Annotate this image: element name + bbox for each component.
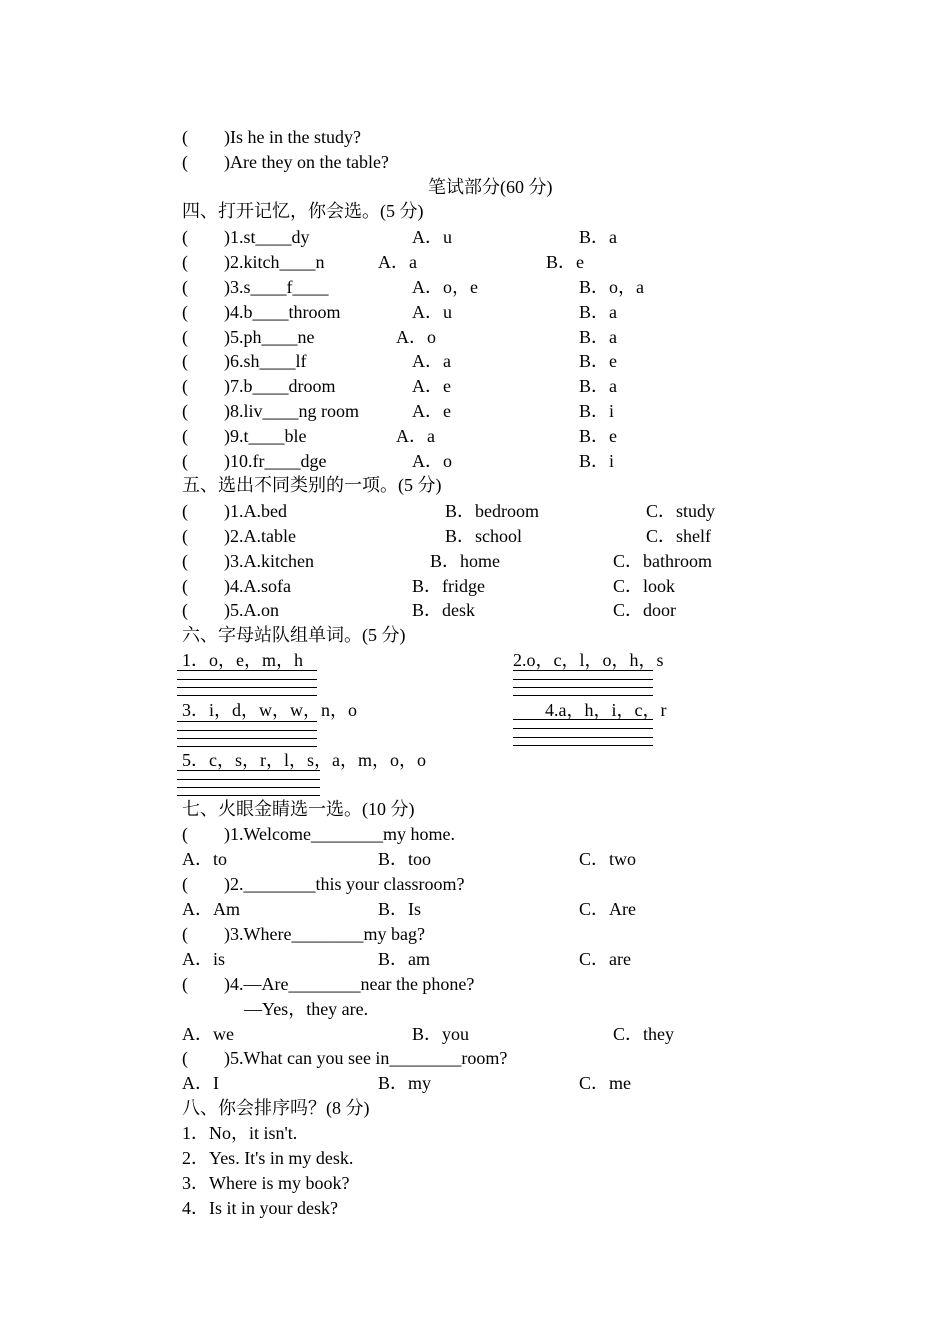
s7-q2-option-c: C．Are <box>579 899 636 919</box>
answer-line <box>177 695 317 696</box>
s4-option-b: B．i <box>579 451 615 471</box>
answer-line <box>177 795 320 796</box>
answer-line <box>177 779 320 780</box>
s7-question-3: ( )3.Where________my bag? <box>182 924 425 944</box>
s5-option-b: B．school <box>445 526 523 546</box>
s7-q5-option-c: C．me <box>579 1073 631 1093</box>
s7-q3-option-c: C．are <box>579 949 631 969</box>
answer-line <box>177 738 317 739</box>
answer-line <box>513 728 653 729</box>
s7-q5-option-b: B．my <box>378 1073 432 1093</box>
answer-line <box>177 679 317 680</box>
s4-option-a: A．o，e <box>412 277 478 297</box>
answer-line <box>177 787 320 788</box>
s4-question: ( )4.b____throom <box>182 302 341 322</box>
answer-line <box>513 679 653 680</box>
s4-question: ( )10.fr____dge <box>182 451 327 471</box>
s4-question: ( )6.sh____lf <box>182 351 307 371</box>
answer-line <box>177 730 317 731</box>
question-is-he-in-study: ( )Is he in the study? <box>182 127 361 147</box>
section-5-heading: 五、选出不同类别的一项。(5 分) <box>182 475 442 495</box>
s5-option-c: C．bathroom <box>613 551 712 571</box>
s7-q3-option-a: A．is <box>182 949 226 969</box>
s4-option-a: A．u <box>412 302 452 322</box>
s8-sentence-1: 1．No，it isn't. <box>182 1123 298 1143</box>
s5-option-c: C．door <box>613 600 676 620</box>
answer-line <box>177 746 317 747</box>
s6-letters-2: 2.o，c，l，o，h，s <box>513 650 664 670</box>
s4-question: ( )3.s____f____ <box>182 277 329 297</box>
s7-q2-option-a: A．Am <box>182 899 240 919</box>
s5-option-b: B．fridge <box>412 576 485 596</box>
s5-question: ( )1.A.bed <box>182 501 287 521</box>
s4-option-b: B．e <box>579 351 617 371</box>
s7-q3-option-b: B．am <box>378 949 430 969</box>
s7-q4-option-b: B．you <box>412 1024 470 1044</box>
s4-question: ( )9.t____ble <box>182 426 307 446</box>
s4-option-a: A．a <box>412 351 451 371</box>
s4-option-a: A．o <box>412 451 452 471</box>
s5-option-c: C．shelf <box>646 526 711 546</box>
s7-question-5: ( )5.What can you see in________room? <box>182 1048 508 1068</box>
s8-sentence-4: 4．Is it in your desk? <box>182 1198 338 1218</box>
s4-option-b: B．a <box>579 376 617 396</box>
s8-sentence-2: 2．Yes. It's in my desk. <box>182 1148 354 1168</box>
s5-question: ( )2.A.table <box>182 526 296 546</box>
s4-option-b: B．a <box>579 327 617 347</box>
s4-question: ( )5.ph____ne <box>182 327 315 347</box>
s7-question-4: ( )4.—Are________near the phone? <box>182 974 475 994</box>
s7-q1-option-c: C．two <box>579 849 637 869</box>
s7-q1-option-a: A．to <box>182 849 227 869</box>
s8-sentence-3: 3．Where is my book? <box>182 1173 350 1193</box>
s5-question: ( )3.A.kitchen <box>182 551 314 571</box>
s7-q5-option-a: A．I <box>182 1073 219 1093</box>
section-8-heading: 八、你会排序吗？(8 分) <box>182 1098 370 1118</box>
s4-option-b: B．e <box>579 426 617 446</box>
s5-option-b: B．bedroom <box>445 501 539 521</box>
section-4-heading: 四、打开记忆，你会选。(5 分) <box>182 201 424 221</box>
answer-line <box>177 670 317 671</box>
s5-option-c: C．study <box>646 501 716 521</box>
s4-option-b: B．a <box>579 227 617 247</box>
answer-line <box>513 719 653 720</box>
s5-option-b: B．home <box>430 551 500 571</box>
s7-q4-option-c: C．they <box>613 1024 674 1044</box>
s6-letters-3: 3．i，d，w，w，n，o <box>182 700 357 720</box>
answer-line <box>513 745 653 746</box>
s7-q4-option-a: A．we <box>182 1024 234 1044</box>
s5-option-b: B．desk <box>412 600 475 620</box>
s4-option-a: A．e <box>412 376 451 396</box>
s4-question: ( )8.liv____ng room <box>182 401 359 421</box>
answer-line <box>513 670 653 671</box>
answer-line <box>177 770 320 771</box>
answer-line <box>177 721 317 722</box>
s6-letters-5: 5．c，s，r，l，s，a，m，o，o <box>182 750 426 770</box>
s5-question: ( )5.A.on <box>182 600 279 620</box>
answer-line <box>513 687 653 688</box>
s4-option-b: B．a <box>579 302 617 322</box>
s5-option-c: C．look <box>613 576 676 596</box>
s6-letters-4: 4.a，h，i，c，r <box>545 700 667 720</box>
section-6-heading: 六、字母站队组单词。(5 分) <box>182 625 406 645</box>
s7-question-1: ( )1.Welcome________my home. <box>182 824 455 844</box>
s7-question-2: ( )2.________this your classroom? <box>182 874 465 894</box>
answer-line <box>177 687 317 688</box>
s7-q1-option-b: B．too <box>378 849 432 869</box>
question-are-they-on-table: ( )Are they on the table? <box>182 152 389 172</box>
s4-question: ( )7.b____droom <box>182 376 336 396</box>
s4-option-b: B．e <box>546 252 584 272</box>
s4-question: ( )2.kitch____n <box>182 252 325 272</box>
s4-option-a: A．a <box>378 252 417 272</box>
s4-option-a: A．u <box>412 227 452 247</box>
s4-option-b: B．o，a <box>579 277 644 297</box>
answer-line <box>513 737 653 738</box>
answer-line <box>513 695 653 696</box>
s5-question: ( )4.A.sofa <box>182 576 291 596</box>
s7-q2-option-b: B．Is <box>378 899 422 919</box>
s4-option-b: B．i <box>579 401 615 421</box>
s7-question-4-reply: —Yes，they are. <box>244 999 369 1019</box>
written-part-title: 笔试部分(60 分) <box>428 177 553 197</box>
s4-option-a: A．o <box>396 327 436 347</box>
s4-option-a: A．a <box>396 426 435 446</box>
s4-question: ( )1.st____dy <box>182 227 310 247</box>
s4-option-a: A．e <box>412 401 451 421</box>
s6-letters-1: 1．o，e，m，h <box>182 650 303 670</box>
section-7-heading: 七、火眼金睛选一选。(10 分) <box>182 799 415 819</box>
